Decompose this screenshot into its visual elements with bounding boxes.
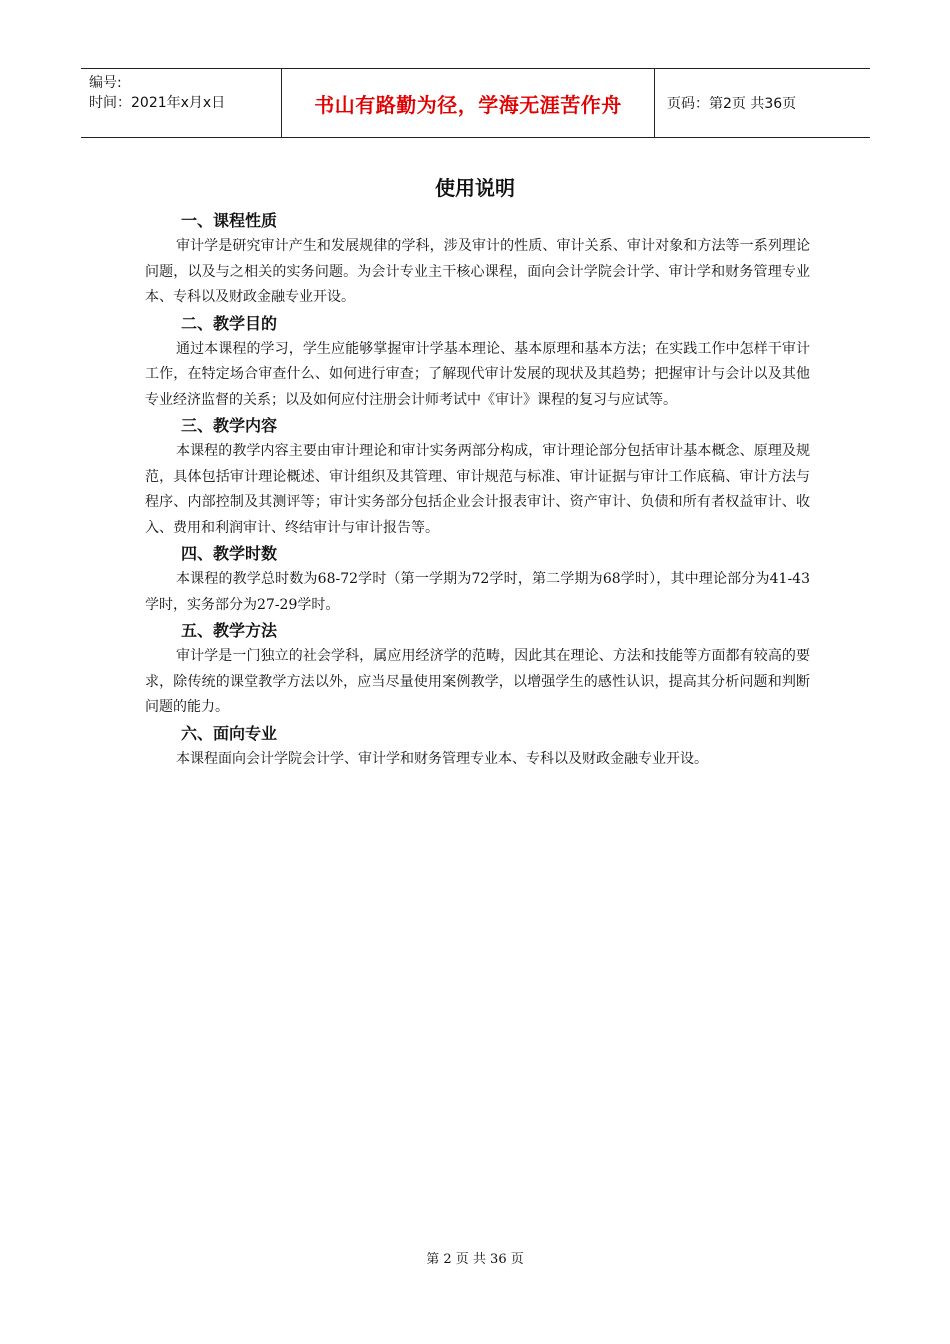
section-teaching-methods	[145, 618, 810, 721]
motto-text: 书山有路勤为径，学海无涯苦作舟	[314, 92, 622, 117]
section-target-majors	[145, 721, 810, 773]
section-teaching-purpose	[145, 311, 810, 414]
page-info: 页码：第2页 共36页	[667, 96, 797, 112]
header-meta-cell	[81, 69, 281, 137]
section-heading: 六、面向专业	[181, 723, 278, 743]
section-paragraph: 本课程的教学内容主要由审计理论和审计实务两部分构成，审计理论部分包括审计基本概念、原理及规范，具体包括审计理论概述、审计组织及其管理、审计规范与标准、审计证据与审计工作底稿、审计方法与程序、内部控制及其测评等；审计实务部分包括企业会计报表审计、资产审计、负债和所有者权益审计、收入、费用和利润审计、终结审计与审计报告等。	[145, 443, 810, 536]
section-paragraph: 审计学是研究审计产生和发展规律的学科，涉及审计的性质、审计关系、审计对象和方法等一系列理论问题，以及与之相关的实务问题。为会计专业主干核心课程，面向会计学院会计学、审计学和财务管理专业本、专科以及财政金融专业开设。	[145, 238, 810, 305]
section-paragraph: 审计学是一门独立的社会学科，属应用经济学的范畴，因此其在理论、方法和技能等方面都有较高的要求，除传统的课堂教学方法以外，应当尽量使用案例教学，以增强学生的感性认识，提高其分析问题和判断问题的能力。	[145, 648, 810, 715]
header-page-cell	[655, 69, 870, 137]
section-heading: 一、课程性质	[181, 211, 278, 230]
date-label: 时间：2021年x月x日	[89, 95, 226, 111]
section-teaching-content	[145, 413, 810, 541]
page-title: 使用说明	[435, 176, 515, 200]
section-course-nature	[145, 208, 810, 311]
header-motto-cell	[281, 69, 655, 137]
document-body	[145, 208, 810, 772]
serial-number-label: 编号:	[89, 75, 122, 91]
section-paragraph: 本课程面向会计学院会计学、审计学和财务管理专业本、专科以及财政金融专业开设。	[176, 750, 708, 767]
page-footer: 第 2 页 共 36 页	[426, 1252, 524, 1267]
section-paragraph: 本课程的教学总时数为68-72学时（第一学期为72学时，第二学期为68学时），其中理论部分为41-43学时，实务部分为27-29学时。	[145, 571, 810, 613]
section-paragraph: 通过本课程的学习，学生应能够掌握审计学基本理论、基本原理和基本方法；在实践工作中怎样干审计工作，在特定场合审查什么、如何进行审查；了解现代审计发展的现状及其趋势；把握审计与会计以及其他专业经济监督的关系；以及如何应付注册会计师考试中《审计》课程的复习与应试等。	[145, 340, 810, 408]
section-teaching-hours	[145, 541, 810, 618]
section-heading: 二、教学目的	[181, 313, 278, 333]
section-heading: 五、教学方法	[181, 621, 278, 640]
section-heading: 三、教学内容	[181, 416, 278, 435]
header-table	[81, 68, 870, 138]
section-heading: 四、教学时数	[181, 544, 278, 563]
